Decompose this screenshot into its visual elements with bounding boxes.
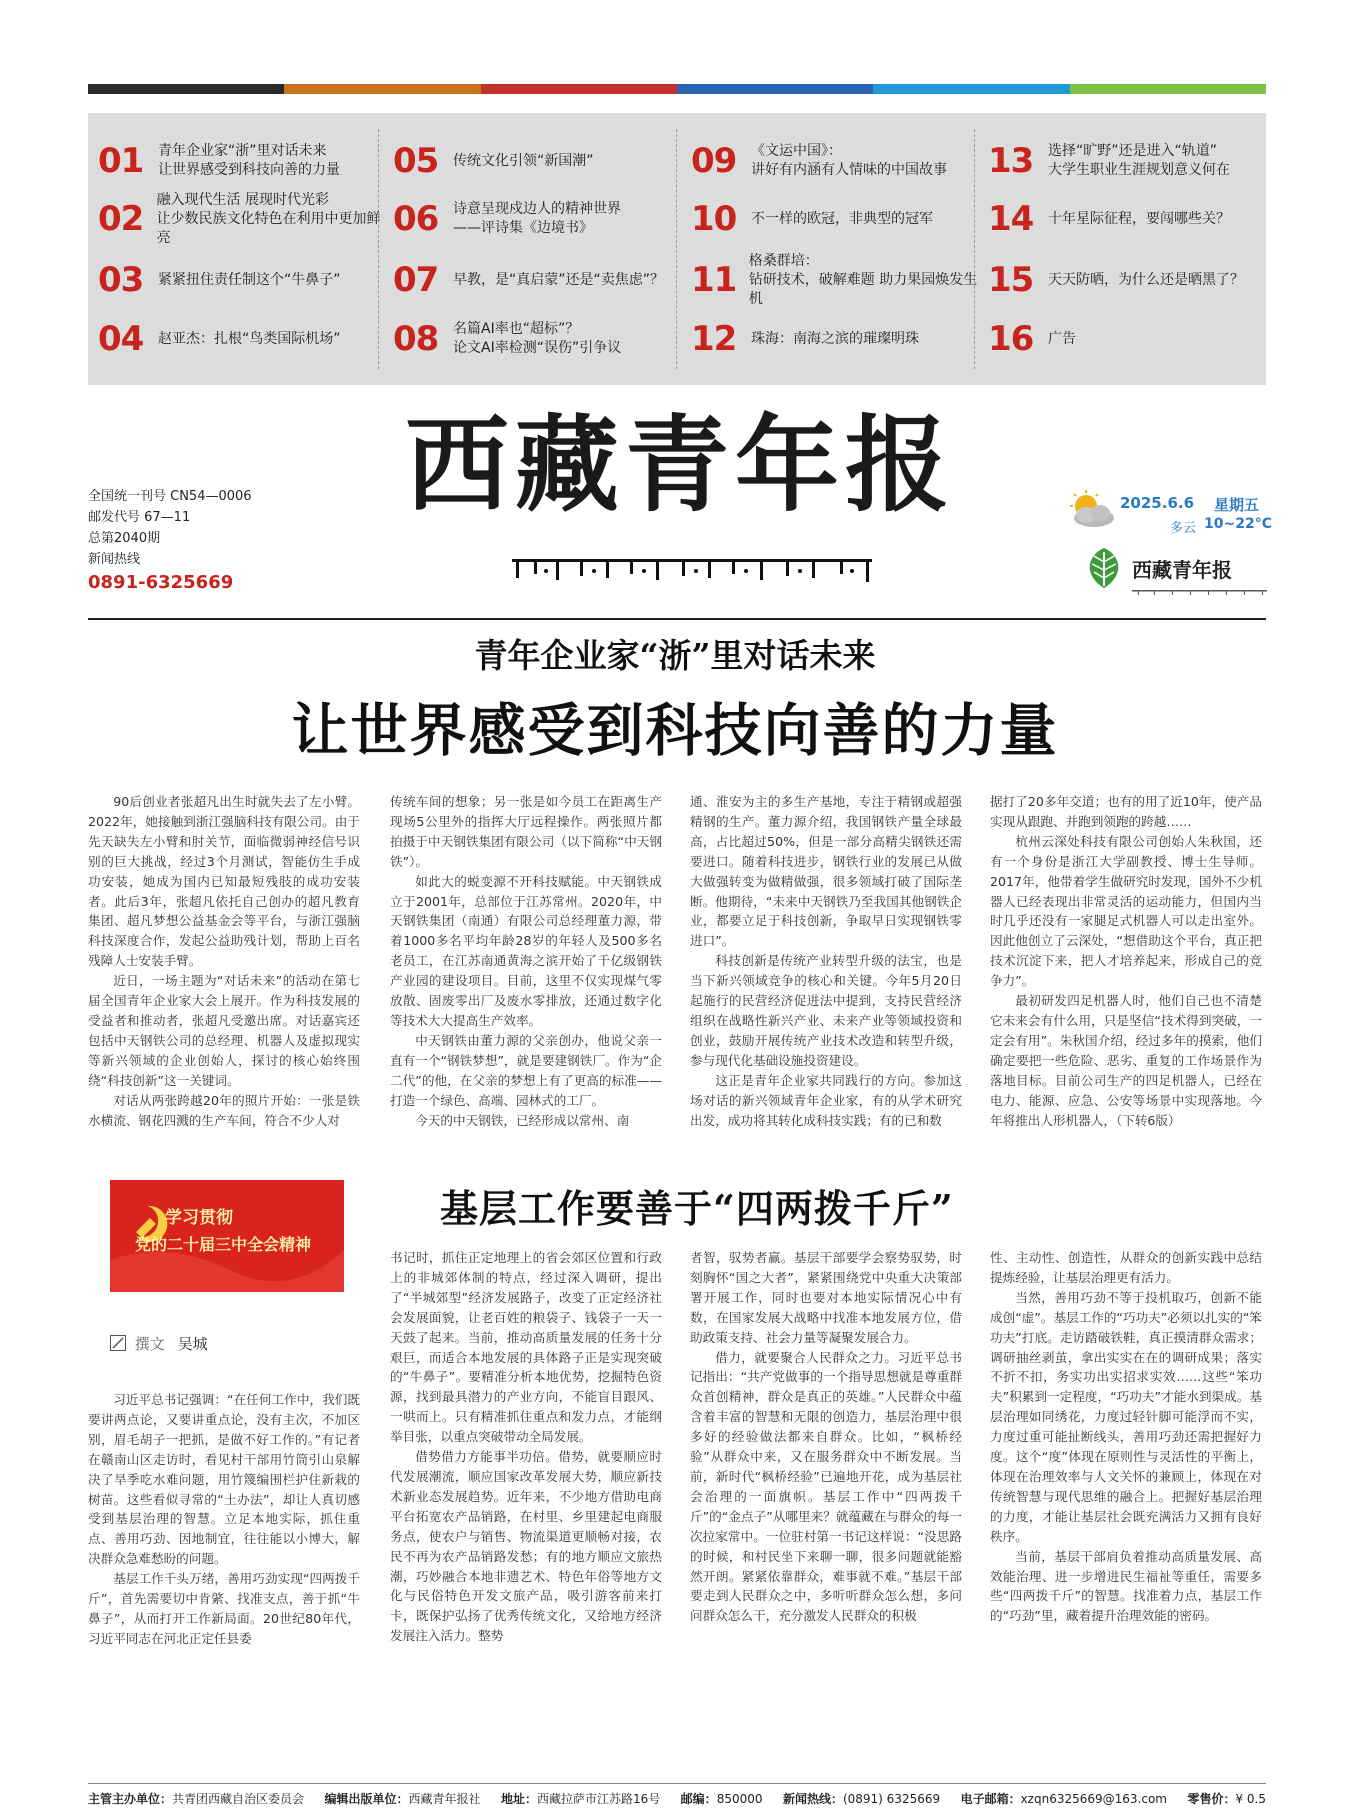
postal-code-line: 邮发代号 67—11 xyxy=(88,510,191,525)
footer-publisher xyxy=(324,1790,480,1807)
index-entry-title: 《文运中国》： 讲好有内涵有人情味的中国故事 xyxy=(751,143,947,178)
footer-price-label: 零售价： xyxy=(1187,1792,1236,1806)
issue-date: 2025.6.6 xyxy=(1120,494,1195,512)
footer-sponsor-value: 共青团西藏自治区委员会 xyxy=(172,1792,305,1806)
paragraph: 近日，一场主题为“对话未来”的活动在第七届全国青年企业家大会上展开。作为科技发展的受益者和推动者，张超凡受邀出席。对话嘉宾还包括中天钢铁公司的总经理、机器人及虚拟现实等新兴领域的企业创始人，探讨的核心始终围绕“科技创新”这一关键词。 xyxy=(88,973,360,1088)
index-entry-title: 青年企业家“浙”里对话未来 让世界感受到科技向善的力量 xyxy=(158,143,340,178)
footer-zip xyxy=(681,1790,763,1807)
index-entry[interactable] xyxy=(988,250,1278,310)
footer-rule xyxy=(88,1783,1266,1784)
article1-kicker: 青年企业家“浙”里对话未来 xyxy=(474,636,876,675)
footer-zip-value: 850000 xyxy=(716,1792,763,1806)
index-entry-title: 不一样的欧冠，非典型的冠军 xyxy=(751,210,933,227)
issue-weekday: 星期五 xyxy=(1214,496,1260,514)
index-page-number: 01 xyxy=(98,141,144,181)
byline-author: 吴城 xyxy=(177,1335,208,1353)
color-bar-segment xyxy=(1070,84,1266,94)
color-bar xyxy=(88,84,1266,94)
article2-column-4 xyxy=(990,1248,1262,1778)
paragraph: 科技创新是传统产业转型升级的法宝，也是当下新兴领域竞争的核心和关键。今年5月20日起施行的民营经济促进法中提到，支持民营经济组织在战略性新兴产业、未来产业等领域投资和创业，鼓励开展传统产业技术改造和转型升级，参与现代化基础设施投资建设。 xyxy=(690,953,962,1068)
footer-address-value: 西藏拉萨市江苏路16号 xyxy=(536,1792,661,1806)
publication-info xyxy=(88,486,252,593)
paragraph: 这正是青年企业家共同践行的方向。参加这场对话的新兴领域青年企业家，有的从学术研究出发，成功将其转化成科技实践；有的已和数 xyxy=(690,1072,962,1128)
footer-address-label: 地址： xyxy=(500,1792,537,1806)
index-page-number: 02 xyxy=(98,199,144,239)
index-entry-title: 融入现代生活 展现时代光彩 让少数民族文化特色在利用中更加鲜亮 xyxy=(156,191,381,246)
index-entry[interactable] xyxy=(988,309,1278,369)
color-bar-segment xyxy=(481,84,677,94)
footer xyxy=(88,1790,1266,1807)
banner-line-1: 学习贯彻 xyxy=(165,1208,233,1228)
color-bar-segment xyxy=(88,84,284,94)
banner-line-2: 党的二十届三中全会精神 xyxy=(135,1235,312,1254)
index-entry[interactable] xyxy=(691,131,981,191)
paragraph: 者智，驭势者赢。基层干部要学会察势驭势，时刻胸怀“国之大者”，紧紧围绕党中央重大决策部署开展工作，同时也要对本地实际情况心中有数，在国家发展大战略中找准本地发展方位，借助政策支持、社会力量等凝聚发展合力。 xyxy=(690,1250,962,1345)
tibetan-script-image xyxy=(510,553,880,583)
footer-email-label: 电子邮箱： xyxy=(960,1792,1021,1806)
article2-column-2 xyxy=(390,1248,662,1778)
article1-column-2 xyxy=(390,792,662,1157)
article2-column-1 xyxy=(88,1390,360,1780)
footer-zip-label: 邮编： xyxy=(680,1792,717,1806)
paragraph: 书记时，抓住正定地理上的省会郊区位置和行政上的非城郊体制的特点，经过深入调研，提出了“半城郊型”经济发展路子，改变了正定经济社会发展面貌，让老百姓的粮袋子、钱袋子一天一天鼓了起来。当前，推动高质量发展的任务十分艰巨，而适合本地发展的具体路子正是实现突破的“牛鼻子”。要精准分析本地优势，挖掘特色资源，找到最具潜力的产业方向，不能盲目跟风、一哄而上。只有精准抓住重点和发力点，才能纲举目张，以重点突破带动全局发展。 xyxy=(390,1250,662,1445)
paragraph: 如此大的蜕变源不开科技赋能。中天钢铁成立于2001年，总部位于江苏常州。2020年，中天钢铁集团（南通）有限公司总经理董力源，带着1000多名平均年龄28岁的年轻人及500多名老员工，在江苏南通黄海之滨开始了千亿级钢铁产业园的建设项目。目前，这里不仅实现煤气零放散、固废零出厂及废水零排放，还通过数字化等技术大大提高生产效率。 xyxy=(390,873,662,1028)
index-entry[interactable] xyxy=(393,131,683,191)
index-entry[interactable] xyxy=(98,189,388,249)
footer-email xyxy=(961,1790,1167,1807)
index-page-number: 10 xyxy=(691,199,737,239)
paragraph: 当前，基层干部肩负着推动高质量发展、高效能治理、进一步增进民生福祉等重任，需要多些“四两拨千斤”的智慧。找准着力点，基层工作的“巧劲”里，藏着提升治理效能的密码。 xyxy=(990,1548,1262,1624)
newspaper-title: 西藏青年报 xyxy=(404,403,955,526)
index-entry[interactable] xyxy=(393,309,683,369)
logo-tibetan-subtitle xyxy=(1132,580,1267,586)
masthead-rule xyxy=(88,618,1266,620)
index-entry-title: 早教，是“真启蒙”还是“卖焦虑”？ xyxy=(453,271,665,288)
index-entry[interactable] xyxy=(691,250,981,310)
index-page-number: 16 xyxy=(988,319,1034,359)
index-entry[interactable] xyxy=(988,131,1278,191)
paragraph: 当然，善用巧劲不等于投机取巧，创新不能成创“虚”。基层工作的“巧功夫”必须以扎实的“笨功夫”打底。走访踏破铁鞋，真正摸清群众需求；调研抽丝剥茧，拿出实实在在的调研成果；落实不折不扣，务实功出实招求实效……这些“笨功夫”积累到一定程度，“巧功夫”才能水到渠成。基层治理如同绣花，力度过轻针脚可能浮而不实，力度过重可能扯断线头，善用巧劲还需把握好力度。这个“度”体现在原则性与灵活性的平衡上，体现在治理效率与人文关怀的兼顾上，体现在对传统智慧与现代思维的融合上。把握好基层治理的力度，才能让基层社会既充满活力又拥有良好秩序。 xyxy=(990,1289,1262,1544)
footer-hotline-value: (0891) 6325669 xyxy=(842,1792,941,1806)
issn-line: 全国统一刊号 CN54—0006 xyxy=(88,489,252,504)
paragraph: 对话从两张跨越20年的照片开始：一张是铁水横流、钢花四溅的生产车间，符合不少人对 xyxy=(88,1092,360,1128)
index-entry-title: 广告 xyxy=(1048,330,1076,347)
index-page-number: 04 xyxy=(98,319,144,359)
footer-sponsor-label: 主管主办单位： xyxy=(88,1792,173,1806)
paragraph: 据打了20多年交道；也有的用了近10年，使产品实现从跟跑、并跑到领跑的跨越…… xyxy=(990,794,1262,829)
index-entry[interactable] xyxy=(988,189,1278,249)
index-page-number: 08 xyxy=(393,319,439,359)
index-page-number: 07 xyxy=(393,260,439,300)
article1-column-1 xyxy=(88,792,360,1157)
index-entry[interactable] xyxy=(393,250,683,310)
leaf-logo-icon xyxy=(1082,546,1126,594)
article1-column-4 xyxy=(990,792,1262,1157)
index-entry[interactable] xyxy=(393,189,683,249)
byline xyxy=(110,1333,208,1354)
article1-headline: 让世界感受到科技向善的力量 xyxy=(291,698,1059,764)
pen-icon xyxy=(110,1335,126,1351)
index-entry-title: 格桑群培： 钻研技术，破解难题 助力果园焕发生机 xyxy=(748,252,978,307)
footer-price-value: ¥ 0.5 xyxy=(1235,1792,1266,1806)
footer-hotline xyxy=(783,1790,940,1807)
paragraph: 习近平总书记强调：“在任何工作中，我们既要讲两点论，又要讲重点论，没有主次，不加区别，眉毛胡子一把抓，是做不好工作的。”有记者在赣南山区走访时，看见村干部用竹筒引山泉解决了旱季吃水难问题，用竹篾编围栏护住新栽的树苗。这些看似寻常的“土办法”，却让人真切感受到基层治理的智慧。立足本地实际，抓住重点、善用巧劲、因地制宜，往往能以小博大，解决群众急难愁盼的问题。 xyxy=(88,1392,360,1567)
paragraph: 最初研发四足机器人时，他们自己也不清楚它未来会有什么用，只是坚信“技术得到突破，一定会有用”。朱秋国介绍，经过多年的摸索，他们确定要把一些危险、恶劣、重复的工作场景作为落地目标。目前公司生产的四足机器人，已经在电力、能源、应急、公安等场景中实现落地。今年将推出人形机器人，（下转6版） xyxy=(990,993,1262,1128)
color-bar-segment xyxy=(873,84,1069,94)
index-page-number: 14 xyxy=(988,199,1034,239)
color-bar-segment xyxy=(677,84,873,94)
hotline-number: 0891-6325669 xyxy=(88,572,234,593)
index-entry-title: 赵亚杰：扎根“鸟类国际机场” xyxy=(158,330,341,347)
footer-publisher-value: 西藏青年报社 xyxy=(408,1792,481,1806)
index-entry[interactable] xyxy=(691,309,981,369)
contents-index xyxy=(88,113,1266,385)
index-entry[interactable] xyxy=(98,250,388,310)
weather-icon xyxy=(1064,488,1118,536)
hotline-label: 新闻热线 xyxy=(88,552,141,567)
index-entry-title: 紧紧扭住责任制这个“牛鼻子” xyxy=(158,271,341,288)
paragraph: 通、淮安为主的多生产基地，专注于精钢或超强精钢的生产。董力源介绍，我国钢铁产量全球最高，占比超过50%，但是一部分高精尖钢铁还需要进口。随着科技进步，钢铁行业的发展已从做大做强转变为做精做强，很多领域打破了国际垄断。他期待，“未来中天钢铁乃至我国其他钢铁企业，都要立足于科技创新，争取早日实现钢铁零进口”。 xyxy=(690,794,962,949)
paragraph: 基层工作千头万绪，善用巧劲实现“四两拨千斤”，首先需要切中肯綮、找准支点，善于抓“牛鼻子”，从而打开工作新局面。20世纪80年代，习近平同志在河北正定任县委 xyxy=(88,1571,360,1646)
index-page-number: 11 xyxy=(691,260,737,300)
paragraph: 今天的中天钢铁，已经形成以常州、南 xyxy=(415,1112,630,1128)
index-entry-title: 十年星际征程，要闯哪些关？ xyxy=(1048,210,1230,227)
tibetan-title xyxy=(510,553,880,583)
index-entry-title: 名篇AI率也“超标”？ 论文AI率检测“误伤”引争议 xyxy=(453,321,622,356)
index-entry-title: 选择“旷野”还是进入“轨道” 大学生职业生涯规划意义何在 xyxy=(1048,143,1230,178)
paragraph: 借势借力方能事半功倍。借势，就要顺应时代发展潮流，顺应国家改革发展大势，顺应新技术新业态发展趋势。近年来，不少地方借助电商平台拓宽农产品销路，在村里、乡里建起电商服务点，使农户与销售、物流渠道更顺畅对接，农民不再为农产品销路发愁；有的地方顺应文旅热潮，巧妙融合本地非遗艺术、特色年俗等地方文化与民俗特色开发文旅产品，吸引游客前来打卡，既保护弘扬了优秀传统文化，又给地方经济发展注入活力。整势 xyxy=(390,1449,662,1644)
footer-sponsor xyxy=(88,1790,304,1807)
paragraph: 借力，就要聚合人民群众之力。习近平总书记指出：“共产党做事的一个指导思想就是尊重群众首创精神，群众是真正的英雄。”人民群众中蕴含着丰富的智慧和无限的创造力，基层治理中很多好的经验做法都来自群众。比如，“枫桥经验”从群众中来，又在服务群众中不断发展。当前，新时代“枫桥经验”已遍地开花，成为基层社会治理的一面旗帜。基层工作中“四两拨千斤”的“金点子”从哪里来？就蕴藏在与群众的每一次拉家常中。一位驻村第一书记这样说：“没思路的时候，和村民坐下来聊一聊，很多问题就能豁然开朗。紧紧依靠群众，难事就不难。”基层干部要走到人民群众之中，多听听群众怎么想，多问问群众怎么干，充分激发人民群众的积极 xyxy=(690,1349,962,1624)
index-entry[interactable] xyxy=(98,131,388,191)
issue-number-line: 总第2040期 xyxy=(88,531,161,546)
index-page-number: 06 xyxy=(393,199,439,239)
paragraph: 中天钢铁由董力源的父亲创办，他说父亲一直有一个“钢铁梦想”，就是要建钢铁厂。作为“企二代”的他，在父亲的梦想上有了更高的标准——打造一个绿色、高端、园林式的工厂。 xyxy=(390,1032,662,1108)
index-entry[interactable] xyxy=(98,309,388,369)
article2-headline: 基层工作要善于“四两拨千斤” xyxy=(440,1186,954,1231)
footer-price xyxy=(1187,1790,1266,1807)
article1-column-3 xyxy=(690,792,962,1157)
footer-email-value: xzqn6325669@163.com xyxy=(1020,1792,1167,1806)
paragraph: 90后创业者张超凡出生时就失去了左小臂。2022年，她接触到浙江强脑科技有限公司。由于先天缺失左小臂和肘关节，面临微弱神经信号识别的巨大挑战，经过3个月测试，智能仿生手成功安装，她成为国内已知最短残肢的成功安装者。此后3年，张超凡依托自己创办的超凡教育集团、超凡梦想公益基金会等平台，与浙江强脑科技深度合作，发起公益助残计划，帮助上百名残障人士安装手臂。 xyxy=(88,794,360,969)
index-entry-title: 传统文化引领“新国潮” xyxy=(453,152,594,169)
weather-temperature: 10~22°C xyxy=(1204,516,1272,532)
index-entry-title: 珠海：南海之滨的璀璨明珠 xyxy=(751,330,919,347)
color-bar-segment xyxy=(284,84,480,94)
index-page-number: 13 xyxy=(988,141,1034,181)
footer-hotline-label: 新闻热线： xyxy=(782,1792,843,1806)
index-page-number: 12 xyxy=(691,319,737,359)
weather-condition: 多云 xyxy=(1170,521,1197,536)
article2-column-3 xyxy=(690,1248,962,1778)
byline-label: 撰文 xyxy=(134,1335,165,1353)
index-page-number: 15 xyxy=(988,260,1034,300)
logo-title: 西藏青年报 xyxy=(1132,558,1232,582)
index-entry-title: 诗意呈现戍边人的精神世界 ——评诗集《边境书》 xyxy=(453,201,621,236)
paragraph: 传统车间的想象；另一张是如今员工在距离生产现场5公里外的指挥大厅远程操作。两张照片都拍摄于中天钢铁集团有限公司（以下简称“中天钢铁”）。 xyxy=(390,794,662,869)
paragraph: 杭州云深处科技有限公司创始人朱秋国，还有一个身份是浙江大学副教授、博士生导师。2017年，他带着学生做研究时发现，国外不少机器人已经表现出非常灵活的运动能力，但国内当时几乎还没有一家腿足式机器人可以走出室外。因此他创立了云深处，“想借助这个平台，真正把技术沉淀下来，把人才培养起来，形成自己的竞争力”。 xyxy=(990,833,1262,989)
index-page-number: 03 xyxy=(98,260,144,300)
index-entry[interactable] xyxy=(691,189,981,249)
footer-publisher-label: 编辑出版单位： xyxy=(324,1792,409,1806)
index-page-number: 05 xyxy=(393,141,439,181)
index-page-number: 09 xyxy=(691,141,737,181)
paragraph: 性、主动性、创造性，从群众的创新实践中总结提炼经验，让基层治理更有活力。 xyxy=(990,1250,1262,1285)
footer-address xyxy=(501,1790,660,1807)
index-entry-title: 天天防晒，为什么还是晒黑了？ xyxy=(1048,271,1244,288)
